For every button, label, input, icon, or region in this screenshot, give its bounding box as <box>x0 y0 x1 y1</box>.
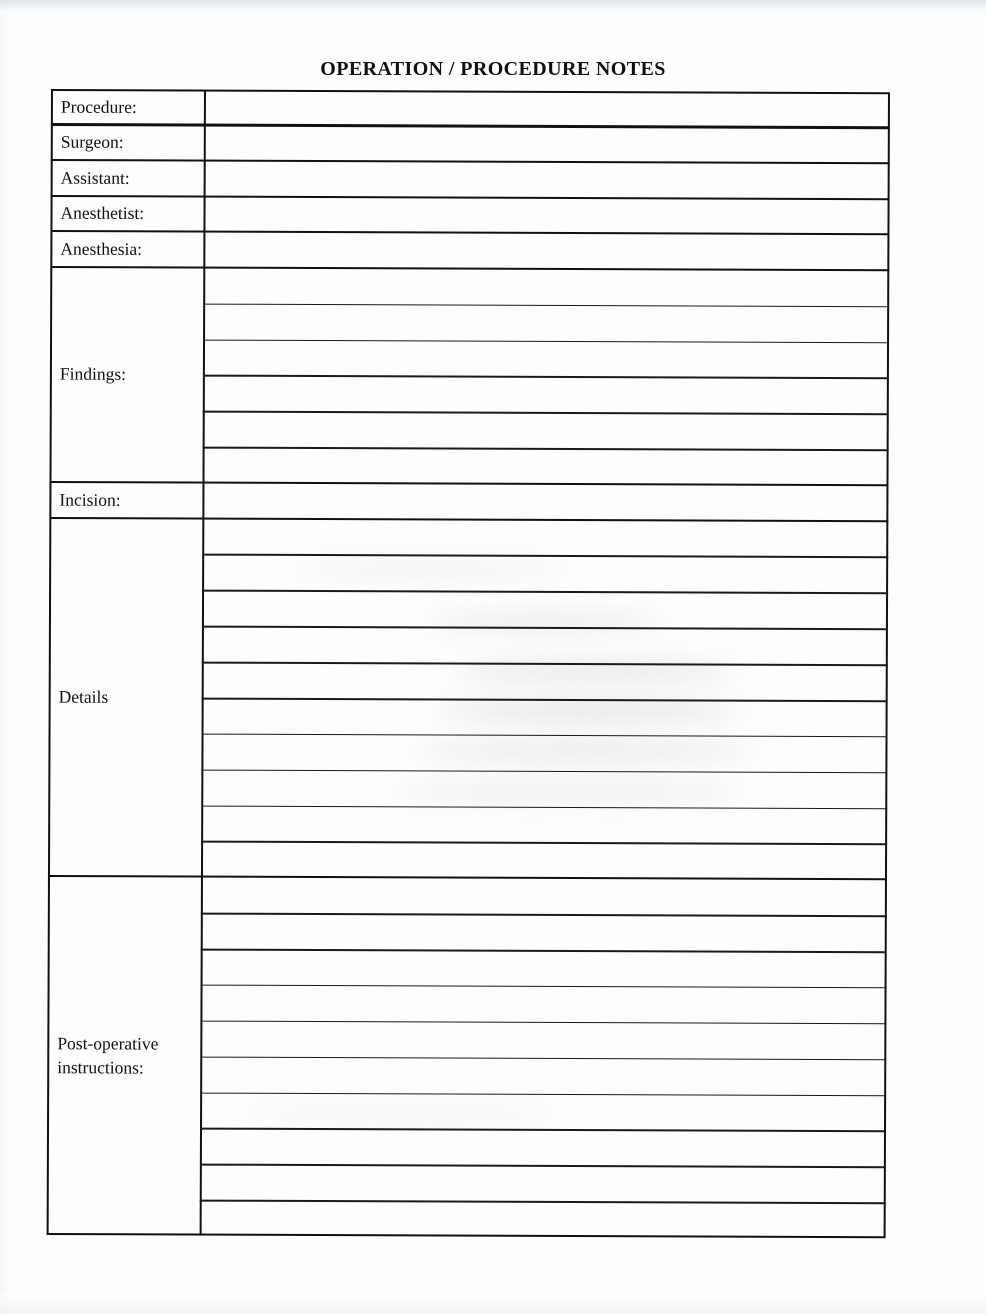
writing-rule <box>203 375 889 379</box>
form-section-postop <box>47 876 887 1238</box>
writing-rule <box>202 554 888 558</box>
field-input-anesthesia[interactable] <box>203 232 889 270</box>
writing-rule <box>201 769 887 773</box>
writing-rule <box>200 1056 886 1060</box>
field-input-anesthetist[interactable] <box>203 196 889 234</box>
field-input-findings[interactable] <box>202 267 889 485</box>
field-input-surgeon[interactable] <box>204 125 890 163</box>
form-section-findings <box>49 267 889 485</box>
scan-edge-artifact-bottom <box>0 1292 986 1314</box>
field-label-anesthesia: Anesthesia: <box>60 238 143 259</box>
writing-rule <box>202 698 888 702</box>
operation-notes-form <box>47 89 890 1238</box>
form-section-surgeon <box>51 125 890 164</box>
writing-rule <box>200 1092 886 1096</box>
field-label-postop: Post-operative instructions: <box>57 1032 159 1079</box>
writing-rule <box>201 984 887 988</box>
field-label-anesthetist: Anesthetist: <box>60 203 145 224</box>
field-input-postop[interactable] <box>200 877 887 1238</box>
writing-rule <box>200 1164 886 1168</box>
form-section-details <box>48 518 888 880</box>
writing-rule <box>202 626 888 630</box>
field-input-assistant[interactable] <box>204 161 890 199</box>
writing-rule <box>200 1200 886 1204</box>
page-title: OPERATION / PROCEDURE NOTES <box>320 58 666 80</box>
form-section-procedure <box>51 89 890 128</box>
field-label-findings: Findings: <box>59 364 127 385</box>
field-input-details[interactable] <box>201 518 888 879</box>
scan-edge-artifact-top <box>0 0 986 14</box>
writing-rule <box>202 590 888 594</box>
field-label-procedure: Procedure: <box>60 96 137 117</box>
scan-edge-artifact-left <box>0 0 10 1314</box>
writing-rule <box>201 913 887 917</box>
writing-rule <box>201 805 887 809</box>
field-label-details: Details <box>58 686 109 707</box>
writing-rule <box>203 411 889 415</box>
field-input-procedure[interactable] <box>204 90 890 128</box>
writing-rule <box>200 1020 886 1024</box>
writing-rule <box>203 447 889 451</box>
writing-rule <box>202 662 888 666</box>
field-label-incision: Incision: <box>59 489 121 510</box>
field-input-incision[interactable] <box>202 483 888 521</box>
form-section-incision <box>49 482 888 521</box>
writing-rule <box>203 303 889 307</box>
form-section-assistant <box>51 160 890 199</box>
field-label-assistant: Assistant: <box>60 167 130 188</box>
writing-rule <box>202 733 888 737</box>
writing-rule <box>203 339 889 343</box>
writing-rule <box>201 949 887 953</box>
form-section-anesthetist <box>50 196 889 235</box>
form-section-anesthesia <box>50 231 889 270</box>
writing-rule <box>200 1128 886 1132</box>
writing-rule <box>201 841 887 845</box>
field-label-surgeon: Surgeon: <box>60 131 124 153</box>
